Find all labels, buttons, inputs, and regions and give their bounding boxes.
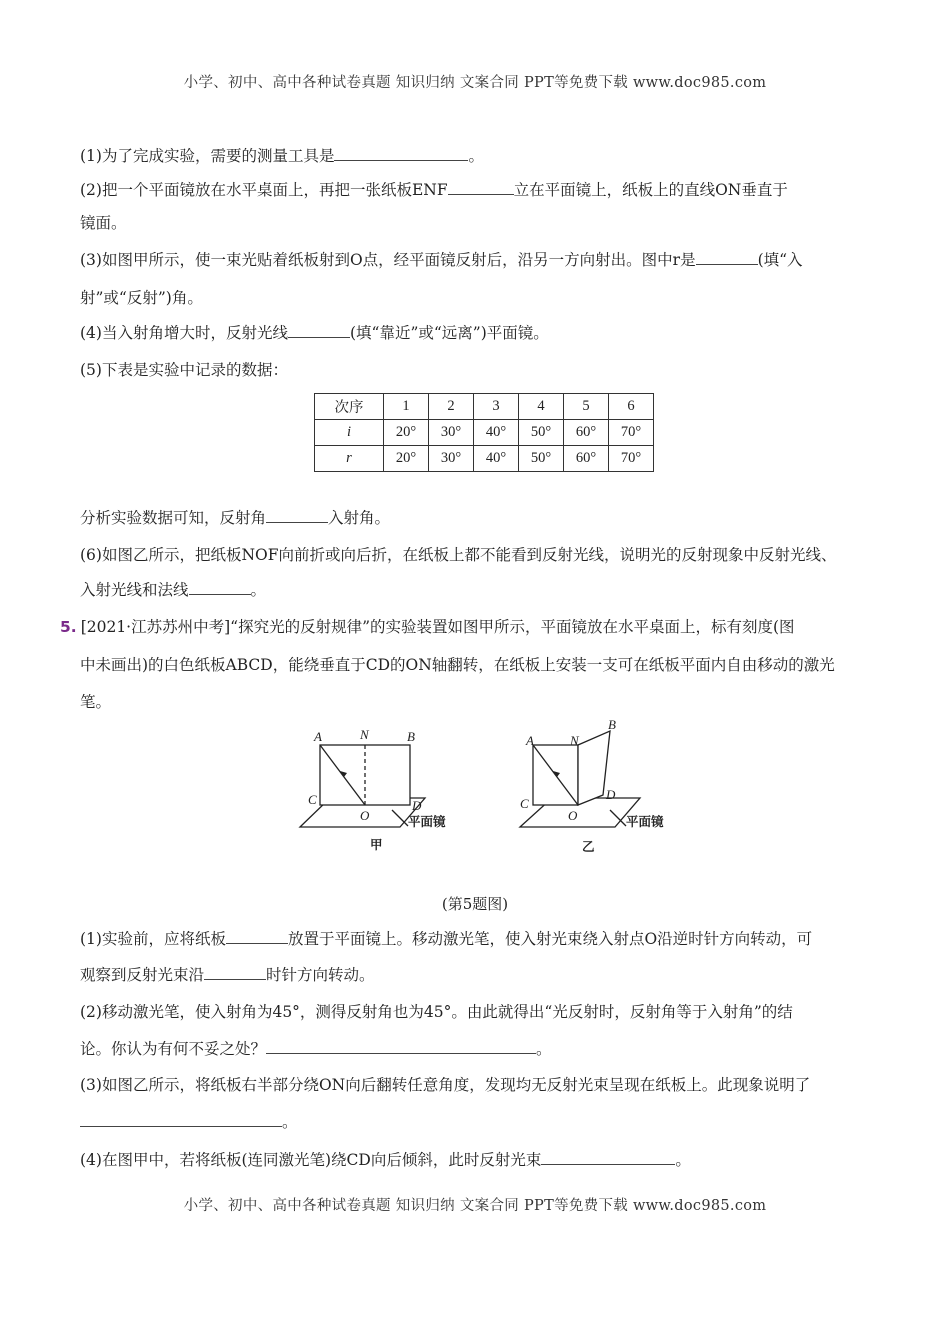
q5-part2-wrap [80,1039,880,1059]
q4-part3 [80,250,880,270]
q4-part1-text: (1)为了完成实验，需要的测量工具是 [80,147,335,165]
q4-part4-text: (4)当入射角增大时，反射光线 [80,324,288,342]
answer-blank[interactable] [266,508,328,523]
q4-part1-end: 。 [468,147,484,165]
label-b: B [608,717,616,732]
table-cell: 70° [609,420,654,446]
answer-blank[interactable] [448,180,514,195]
data-table [314,393,654,472]
q5-intro-text: [2021·江苏苏州中考]“探究光的反射规律”的实验装置如图甲所示，平面镜放在水平桌面上，标有刻度(图 [80,618,795,636]
mirror-pointer-jia [392,810,408,826]
answer-blank[interactable] [80,1112,282,1127]
table-cell: 6 [609,394,654,420]
q4-analysis-text: 分析实验数据可知，反射角 [80,509,267,527]
q5-part1-wrap [80,965,880,985]
q4-part3-wrap: 射”或“反射”)角。 [80,289,203,307]
figure-reflection-apparatus [290,715,680,865]
q5-part1 [80,929,880,949]
q5-part3-end: 。 [282,1113,298,1131]
q4-part4 [80,323,880,343]
q5-part1-text-cont: 放置于平面镜上。移动激光笔，使入射光束绕入射点O沿逆时针方向转动，可 [287,930,813,948]
q5-intro [60,617,890,637]
table-cell: 5 [564,394,609,420]
q4-part1 [80,146,880,166]
label-yi: 乙 [582,840,595,854]
label-n: N [570,733,579,748]
q4-part2-text-cont: 立在平面镜上，纸板上的直线ON垂直于 [513,181,788,199]
table-row [315,446,654,472]
table-cell: 30° [429,446,474,472]
table-cell: 50° [519,420,564,446]
q5-part2: (2)移动激光笔，使入射角为45°，测得反射角也为45°。由此就得出“光反射时，反射角等于入射角”的结 [80,1003,793,1021]
table-cell: 3 [474,394,519,420]
label-d: D [412,798,422,813]
table-cell: 20° [384,446,429,472]
answer-blank[interactable] [288,323,350,338]
q5-part4 [80,1150,880,1170]
q5-part3: (3)如图乙所示，将纸板右半部分绕ON向后翻转任意角度，发现均无反射光束呈现在纸板上。此现象说明了 [80,1076,811,1094]
label-c: C [520,796,529,811]
q5-part2-end: 。 [536,1040,552,1058]
q5-part3-wrap [80,1112,880,1132]
answer-blank[interactable] [226,929,288,944]
answer-blank[interactable] [266,1039,536,1054]
table-cell: r [315,446,384,472]
page-footer: 小学、初中、高中各种试卷真题 知识归纳 文案合同 PPT等免费下载 www.doc985.com [183,1198,767,1214]
label-a: A [314,729,322,744]
q4-part2 [80,180,880,200]
q4-part3-text-cont: (填“入 [757,251,803,269]
label-mirror: 平面镜 [408,815,446,829]
table-cell: 60° [564,446,609,472]
page-header: 小学、初中、高中各种试卷真题 知识归纳 文案合同 PPT等免费下载 www.doc985.com [183,75,767,91]
table-cell: 40° [474,446,519,472]
q5-part4-text: (4)在图甲中，若将纸板(连同激光笔)绕CD向后倾斜，此时反射光束 [80,1151,542,1169]
label-mirror: 平面镜 [626,815,664,829]
table-cell: 70° [609,446,654,472]
question-number: 5. [60,618,77,636]
answer-blank[interactable] [334,146,468,161]
label-b: B [407,729,415,744]
answer-blank[interactable] [541,1150,675,1165]
label-o: O [360,808,370,823]
label-o: O [568,808,578,823]
table-header-row [315,394,654,420]
q4-part2-text: (2)把一个平面镜放在水平桌面上，再把一张纸板ENF [80,181,448,199]
q4-part2-wrap: 镜面。 [80,214,127,232]
answer-blank[interactable] [696,250,758,265]
q4-analysis [80,508,880,528]
figure-caption: (第5题图) [441,895,509,913]
q4-part3-text: (3)如图甲所示，使一束光贴着纸板射到O点，经平面镜反射后，沿另一方向射出。图中r是 [80,251,696,269]
q5-part4-end: 。 [675,1151,691,1169]
table-cell: 60° [564,420,609,446]
q5-intro-line3: 笔。 [80,693,112,711]
table-cell: 50° [519,446,564,472]
q5-intro-line2: 中未画出)的白色纸板ABCD，能绕垂直于CD的ON轴翻转，在纸板上安装一支可在纸板平面内自由移动的激光 [80,656,835,674]
q4-part5: (5)下表是实验中记录的数据： [80,361,288,379]
label-n: N [360,727,369,742]
q5-part1-text: (1)实验前，应将纸板 [80,930,226,948]
table-cell: 20° [384,420,429,446]
label-d: D [606,787,616,802]
q4-part6-end: 。 [250,581,267,599]
answer-blank[interactable] [189,580,251,595]
q5-part2-text: 论。你认为有何不妥之处？ [80,1040,267,1058]
q4-part6-text: 入射光线和法线 [80,581,189,599]
table-row [315,420,654,446]
q4-analysis-end: 入射角。 [328,509,391,527]
table-cell: 2 [429,394,474,420]
label-c: C [308,792,317,807]
label-jia: 甲 [370,838,383,852]
q5-part1-end: 时针方向转动。 [266,966,375,984]
table-cell: 1 [384,394,429,420]
table-cell: 40° [474,420,519,446]
table-cell: 30° [429,420,474,446]
q5-part1-wrap-text: 观察到反射光束沿 [80,966,205,984]
answer-blank[interactable] [204,965,266,980]
table-cell: i [315,420,384,446]
q4-part6-wrap [80,580,880,600]
q4-part4-text-cont: (填“靠近”或“远离”)平面镜。 [349,324,549,342]
table-cell: 4 [519,394,564,420]
label-a: A [526,733,534,748]
table-cell: 次序 [315,394,384,420]
q4-part6: (6)如图乙所示，把纸板NOF向前折或向后折，在纸板上都不能看到反射光线，说明光的反射现象中反射光线、 [80,546,837,564]
